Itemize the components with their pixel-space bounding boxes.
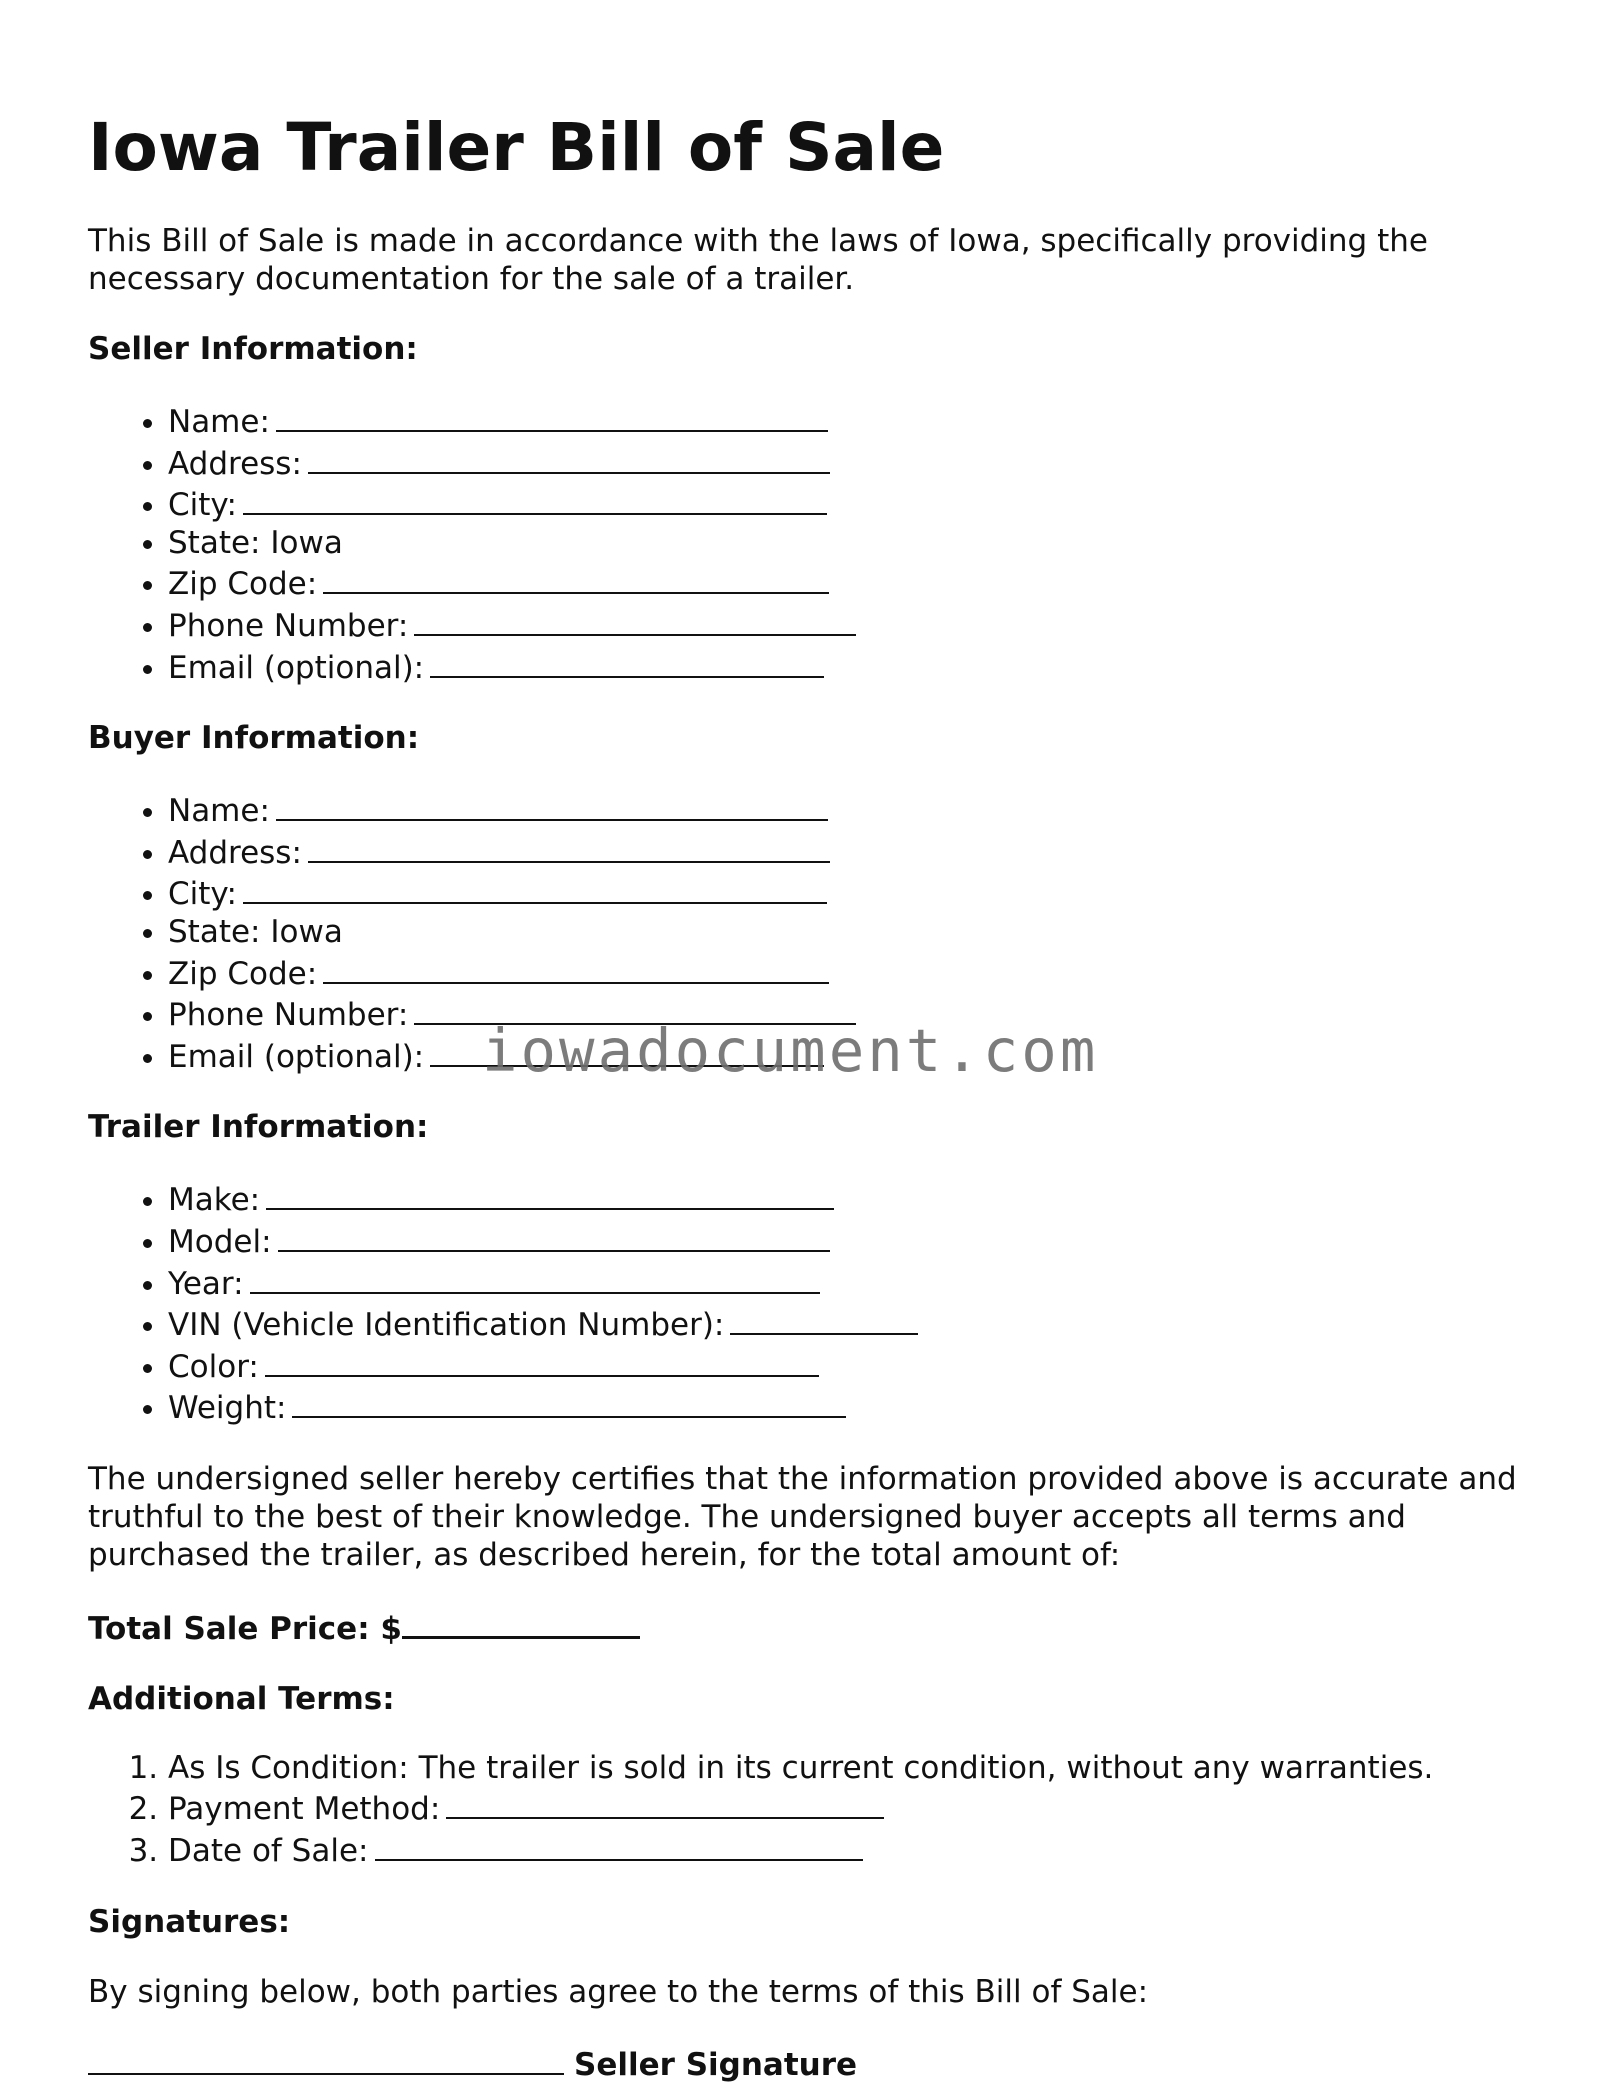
trailer-model-field: • Model: bbox=[168, 1220, 1538, 1262]
trailer-color-field: • Color: bbox=[168, 1345, 1538, 1387]
trailer-year-blank[interactable] bbox=[250, 1262, 820, 1294]
buyer-city-blank[interactable] bbox=[243, 872, 827, 904]
seller-fields-list bbox=[88, 400, 1538, 687]
date-of-sale-blank[interactable] bbox=[375, 1829, 863, 1861]
seller-address-field: • Address: bbox=[168, 442, 1538, 484]
total-sale-price: Total Sale Price: $ bbox=[88, 1606, 1538, 1648]
seller-signature-label: Seller Signature bbox=[574, 2046, 858, 2083]
seller-zip-blank[interactable] bbox=[323, 562, 829, 594]
trailer-vin-field: • VIN (Vehicle Identification Number): bbox=[168, 1303, 1538, 1345]
page-title: Iowa Trailer Bill of Sale bbox=[88, 109, 945, 186]
total-price-blank[interactable] bbox=[402, 1606, 640, 1639]
trailer-make-blank[interactable] bbox=[266, 1178, 834, 1210]
seller-name-blank[interactable] bbox=[276, 400, 828, 432]
buyer-name-field: • Name: bbox=[168, 789, 1538, 831]
seller-zip-field: • Zip Code: bbox=[168, 562, 1538, 604]
buyer-phone-field: • Phone Number: bbox=[168, 993, 1538, 1035]
intro-paragraph: This Bill of Sale is made in accordance with the laws of Iowa, specifically providing the necessary documentation for the sale of a trailer. bbox=[88, 223, 1428, 297]
additional-terms-list bbox=[88, 1750, 1538, 1871]
seller-name-field: • Name: bbox=[168, 400, 1538, 442]
trailer-model-blank[interactable] bbox=[278, 1220, 830, 1252]
seller-city-blank[interactable] bbox=[243, 483, 827, 515]
term-as-is-condition: 1. As Is Condition: The trailer is sold in its current condition, without any warranties. bbox=[168, 1750, 1538, 1788]
trailer-vin-blank[interactable] bbox=[730, 1303, 918, 1335]
buyer-heading: Buyer Information: bbox=[88, 720, 420, 757]
trailer-make-field: • Make: bbox=[168, 1178, 1538, 1220]
seller-address-blank[interactable] bbox=[308, 442, 830, 474]
watermark-text: iowadocument.com bbox=[482, 1016, 1099, 1085]
trailer-color-blank[interactable] bbox=[265, 1345, 819, 1377]
seller-city-field: • City: bbox=[168, 483, 1538, 525]
seller-heading: Seller Information: bbox=[88, 331, 418, 367]
seller-phone-field: • Phone Number: bbox=[168, 604, 1538, 646]
buyer-zip-field: • Zip Code: bbox=[168, 952, 1538, 994]
seller-email-blank[interactable] bbox=[430, 646, 824, 678]
trailer-fields-list bbox=[88, 1178, 1538, 1428]
trailer-year-field: • Year: bbox=[168, 1262, 1538, 1304]
seller-signature-row bbox=[88, 2043, 1538, 2084]
payment-method-blank[interactable] bbox=[446, 1787, 884, 1819]
term-payment-method: 2. Payment Method: bbox=[168, 1787, 1538, 1829]
buyer-address-field: • Address: bbox=[168, 831, 1538, 873]
buyer-address-blank[interactable] bbox=[308, 831, 830, 863]
buyer-zip-blank[interactable] bbox=[323, 952, 829, 984]
document-page bbox=[88, 108, 1538, 2084]
seller-signature-line[interactable] bbox=[88, 2043, 564, 2075]
seller-state-field: • State: Iowa bbox=[168, 525, 1538, 563]
buyer-email-field: • Email (optional): bbox=[168, 1035, 1538, 1077]
signatures-statement: By signing below, both parties agree to the terms of this Bill of Sale: bbox=[88, 1973, 1149, 2010]
term-date-of-sale: 3. Date of Sale: bbox=[168, 1829, 1538, 1871]
trailer-weight-field: • Weight: bbox=[168, 1386, 1538, 1428]
buyer-name-blank[interactable] bbox=[276, 789, 828, 821]
signatures-heading: Signatures: bbox=[88, 1903, 291, 1940]
buyer-state-field: • State: Iowa bbox=[168, 914, 1538, 952]
seller-phone-blank[interactable] bbox=[414, 604, 856, 636]
buyer-city-field: • City: bbox=[168, 872, 1538, 914]
additional-terms-heading: Additional Terms: bbox=[88, 1680, 395, 1717]
certification-paragraph: The undersigned seller hereby certifies that the information provided above is accurate and truthful to the best of their knowledge. The undersigned buyer accepts all terms and purchased the trailer, as described herein, for the total amount of: bbox=[88, 1460, 1517, 1573]
seller-email-field: • Email (optional): bbox=[168, 646, 1538, 688]
trailer-heading: Trailer Information: bbox=[88, 1109, 429, 1146]
trailer-weight-blank[interactable] bbox=[292, 1386, 846, 1418]
